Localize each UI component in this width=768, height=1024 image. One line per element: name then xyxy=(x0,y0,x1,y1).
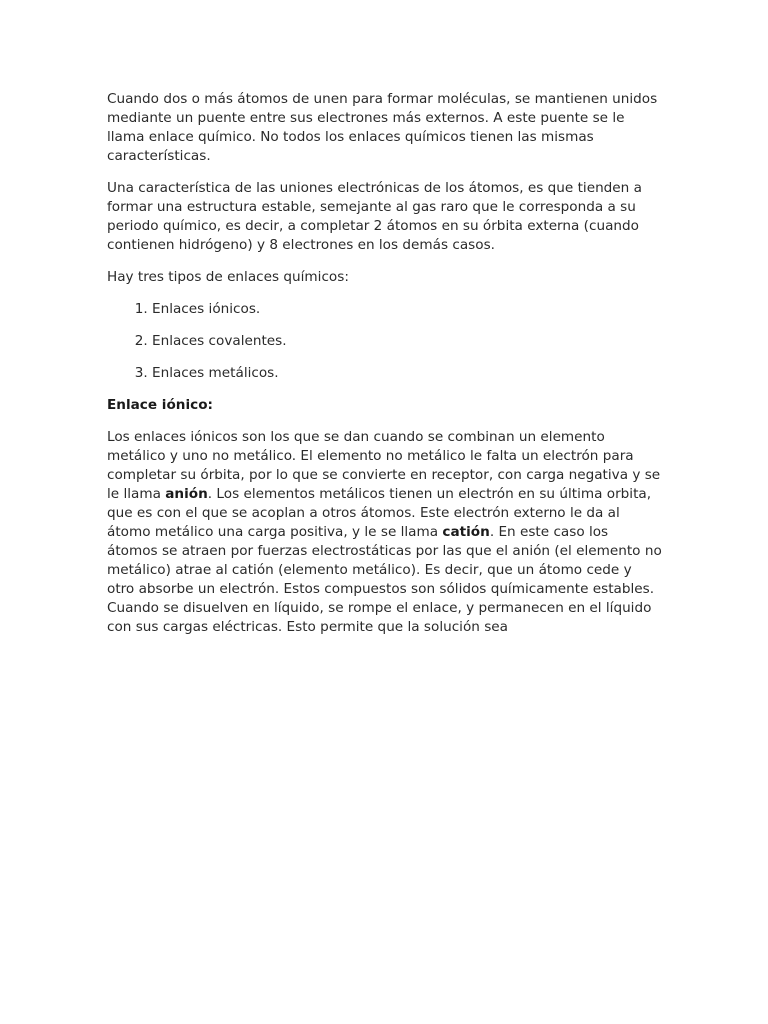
stability-paragraph: Una característica de las uniones electrónicas de los átomos, es que tienden a formar una estructura estable, semejante al gas raro que le corresponda a su periodo químico, es decir, a completar 2 átomos en su órbita externa (cuando contienen hidrógeno) y 8 electrones en los demás casos. xyxy=(107,180,642,253)
body-text: Los enlaces iónicos son los que se dan cuando se combinan un elemento metálico y uno no metálico. El elemento no metálico le falta un electrón para completar su órbita, por lo que se convierte en receptor, con carga negativa y se le llama xyxy=(107,429,661,502)
list-item: 1. Enlaces iónicos. xyxy=(152,300,663,319)
bond-types-intro: Hay tres tipos de enlaces químicos: xyxy=(107,269,349,285)
cation-term: catión xyxy=(442,524,490,540)
intro-paragraph: Cuando dos o más átomos de unen para formar moléculas, se mantienen unidos mediante un puente entre sus electrones más externos. A este puente se le llama enlace químico. No todos los enlaces químicos tienen las mismas características. xyxy=(107,91,658,164)
section-heading: Enlace iónico: xyxy=(107,397,213,413)
anion-term: anión xyxy=(165,486,208,502)
document-page xyxy=(107,90,663,650)
list-item: 3. Enlaces metálicos. xyxy=(152,364,663,383)
body-text: . Los elementos metálicos tienen un electrón en su última orbita, que es con el que se acoplan a otros átomos. Este electrón externo le da al átomo metálico una carga positiva, y le se llama xyxy=(107,486,652,540)
ionic-bond-paragraph xyxy=(107,428,663,637)
list-item: 2. Enlaces covalentes. xyxy=(152,332,663,351)
body-text: . En este caso los átomos se atraen por fuerzas electrostáticas por las que el anión (el elemento no metálico) atrae al catión (elemento metálico). Es decir, que un átomo cede y otro absorbe un electrón. Estos compuestos son sólidos químicamente estables. Cuando se disuelven en líquido, se rompe el enlace, y permanecen en el líquido con sus cargas eléctricas. Esto permite que la solución sea xyxy=(107,524,662,635)
bond-types-list xyxy=(107,300,663,383)
